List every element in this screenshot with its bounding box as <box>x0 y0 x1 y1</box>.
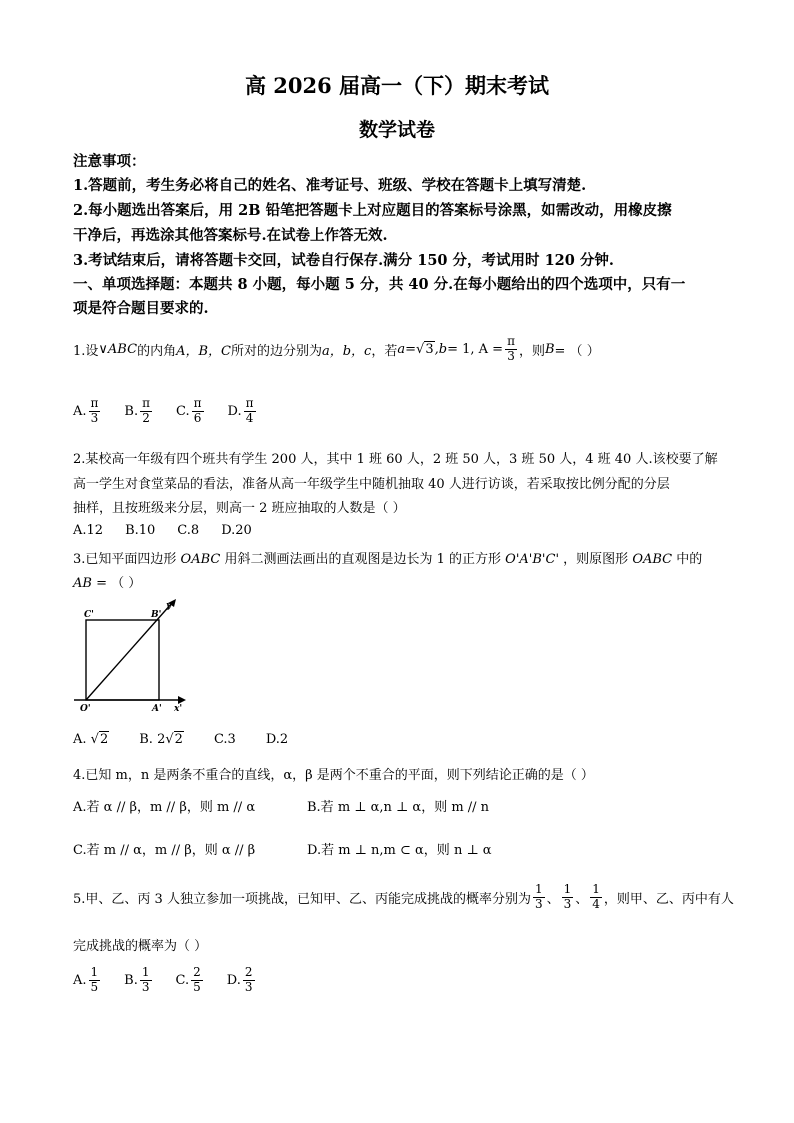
option-b[interactable]: B.10 <box>125 523 156 538</box>
option-b[interactable] <box>124 966 153 995</box>
q1-text: 的内角 <box>137 343 177 359</box>
q1-angle-fraction <box>505 335 517 364</box>
frac-num: 1 <box>563 882 572 896</box>
option-label: B. <box>124 972 138 988</box>
question-3-options <box>73 731 310 747</box>
frac-den: 4 <box>592 896 600 911</box>
frac-den: 3 <box>534 896 543 911</box>
option-fraction <box>244 397 256 426</box>
separator: 、 <box>575 891 589 907</box>
q3-text: 3.已知平面四边形 <box>73 552 177 567</box>
option-label: C. <box>176 403 190 419</box>
frac-num: π <box>142 396 150 410</box>
frac-den: 2 <box>142 410 150 425</box>
option-b[interactable] <box>124 397 154 426</box>
option-a[interactable]: A.12 <box>73 523 104 538</box>
frac-den: 3 <box>141 979 150 994</box>
option-fraction <box>89 966 101 995</box>
frac-num: π <box>90 396 99 410</box>
question-3-line-2 <box>73 572 141 591</box>
prob-fraction-3 <box>590 883 602 912</box>
note-item-2a: 2.每小题选出答案后，用 2B 铅笔把答题卡上对应题目的答案标号涂黑，如需改动，用橡皮擦 <box>73 202 672 219</box>
q1-eq: = <box>405 341 417 357</box>
section1-heading-b: 项是符合题目要求的. <box>73 300 209 317</box>
option-fraction <box>89 397 101 426</box>
label-y-prime: y' <box>166 601 174 611</box>
option-fraction <box>191 966 203 995</box>
question-5-line-1 <box>73 883 734 912</box>
q5-text: 5.甲、乙、丙 3 人独立参加一项挑战，已知甲、乙、丙能完成挑战的概率分别为 <box>73 891 531 907</box>
question-3-line-1 <box>73 548 702 567</box>
question-1-options <box>73 397 280 426</box>
option-fraction <box>243 966 255 995</box>
option-a[interactable] <box>73 966 102 995</box>
frac-num: π <box>193 396 202 410</box>
option-label: A. <box>73 731 87 747</box>
frac-num: 1 <box>592 882 600 896</box>
option-a[interactable] <box>73 397 102 426</box>
q1-var-B: B <box>544 341 555 357</box>
sqrt-symbol: √ <box>165 731 174 747</box>
option-c[interactable]: C.8 <box>177 523 200 538</box>
option-label: B. <box>139 731 153 747</box>
option-fraction <box>140 397 152 426</box>
q3-oabc: OABC <box>632 552 673 567</box>
q1-angles: A，B，C <box>176 343 231 359</box>
prob-fraction-1 <box>533 883 545 912</box>
option-d[interactable] <box>228 397 258 426</box>
q3-text: 中的 <box>676 552 703 567</box>
q1-text: 1.设 <box>73 343 99 359</box>
option-fraction <box>140 966 152 995</box>
frac-den: 4 <box>245 410 254 425</box>
frac-den: 5 <box>90 979 99 994</box>
q1-text: ，若 <box>371 343 398 359</box>
frac-den: 3 <box>507 348 515 363</box>
q1-answer-paren: = （ ） <box>554 343 600 359</box>
question-2-line-2: 高一学生对食堂菜品的看法，准备从高一年级学生中随机抽取 40 人进行访谈，若采取按比例分配的分层 <box>73 477 670 492</box>
option-d[interactable]: D.2 <box>265 731 289 747</box>
coefficient: 2 <box>157 731 166 747</box>
question-2-line-3: 抽样，且按班级来分层，则高一 2 班应抽取的人数是（ ） <box>73 501 406 516</box>
option-label: D. <box>226 972 241 988</box>
option-d[interactable]: D.20 <box>221 523 252 538</box>
frac-den: 5 <box>193 979 201 994</box>
frac-den: 6 <box>193 410 202 425</box>
q1-var-b: ,b <box>434 341 448 357</box>
question-4-option-c[interactable]: C.若 m // α，m // β，则 α // β <box>73 843 256 858</box>
q1-var-a: a <box>397 341 406 357</box>
separator: 、 <box>546 891 560 907</box>
question-5-line-2: 完成挑战的概率为（ ） <box>73 939 208 954</box>
q3-text: 用斜二测画法画出的直观图是边长为 1 的正方形 <box>224 552 502 567</box>
q1-radicand: 3 <box>425 342 434 358</box>
question-4-option-d[interactable]: D.若 m ⊥ n,m ⊂ α，则 n ⊥ α <box>307 843 492 858</box>
question-5-options <box>73 966 279 995</box>
q1-sides: a，b，c <box>321 343 372 359</box>
option-c[interactable] <box>176 966 205 995</box>
radicand: 2 <box>174 732 183 747</box>
frac-num: π <box>507 334 515 348</box>
q3-oabc: OABC <box>180 552 221 567</box>
option-label: C. <box>175 972 190 988</box>
question-2-line-1: 2.某校高一年级有四个班共有学生 200 人，其中 1 班 60 人，2 班 50 人，3 班 50 人，4 班 40 人.该校要了解 <box>73 452 718 467</box>
q3-ab: AB <box>73 576 92 591</box>
radicand: 2 <box>99 732 109 747</box>
triangle-symbol: ∨ <box>98 341 108 357</box>
label-x-prime: x' <box>174 704 183 713</box>
prob-fraction-2 <box>562 883 574 912</box>
option-c[interactable] <box>176 397 206 426</box>
question-4-option-b[interactable]: B.若 m ⊥ α,n ⊥ α，则 m // n <box>307 800 490 815</box>
note-item-2b: 干净后，再选涂其他答案标号.在试卷上作答无效. <box>73 227 388 244</box>
frac-den: 3 <box>90 410 99 425</box>
label-o-prime: O' <box>80 704 91 713</box>
question-1-stem <box>73 335 600 364</box>
exam-title: 高 2026 届高一（下）期末考试 <box>244 73 550 98</box>
question-2-options <box>73 523 274 538</box>
note-item-1: 1.答题前，考生务必将自己的姓名、准考证号、班级、学校在答题卡上填写清楚. <box>73 177 587 194</box>
q3-answer-paren: = （ ） <box>96 576 142 591</box>
q1-text: 所对的边分别为 <box>230 343 322 359</box>
option-label: B. <box>124 403 139 419</box>
label-a-prime: A' <box>152 704 162 713</box>
q1-text: ，则 <box>518 343 545 359</box>
option-fraction <box>192 397 204 426</box>
oblique-projection-figure <box>70 598 190 713</box>
frac-num: 1 <box>534 882 543 896</box>
question-4-stem: 4.已知 m，n 是两条不重合的直线，α，β 是两个不重合的平面，则下列结论正确的是（ ） <box>73 768 594 783</box>
option-label: A. <box>73 972 87 988</box>
notes-heading: 注意事项： <box>73 153 146 170</box>
q3-square: O'A'B'C' <box>505 552 560 567</box>
frac-num: 1 <box>90 965 99 979</box>
frac-num: 1 <box>141 965 150 979</box>
label-b-prime: B' <box>151 610 162 620</box>
q1-eq: = 1, A = <box>447 341 504 357</box>
option-c[interactable]: C.3 <box>213 731 236 747</box>
q5-text: ，则甲、乙、丙中有人 <box>603 891 734 907</box>
question-4-option-a[interactable]: A.若 α // β，m // β，则 m // α <box>73 800 256 815</box>
option-d[interactable] <box>227 966 257 995</box>
option-b[interactable] <box>139 731 184 747</box>
frac-num: π <box>245 396 254 410</box>
frac-den: 3 <box>244 979 253 994</box>
q1-abc: ABC <box>107 341 138 357</box>
sqrt-symbol: √ <box>90 731 99 747</box>
x-axis-arrow <box>178 696 186 704</box>
option-label: A. <box>73 403 87 419</box>
frac-num: 2 <box>244 965 253 979</box>
sqrt-symbol: √ <box>416 341 425 357</box>
q3-text: ，则原图形 <box>563 552 629 567</box>
label-c-prime: C' <box>84 610 94 620</box>
option-label: D. <box>227 403 242 419</box>
exam-subtitle: 数学试卷 <box>358 119 435 141</box>
section1-heading-a: 一、单项选择题：本题共 8 小题，每小题 5 分，共 40 分.在每小题给出的四个选项中，只有一 <box>73 276 686 293</box>
frac-num: 2 <box>193 965 201 979</box>
note-item-3: 3.考试结束后，请将答题卡交回，试卷自行保存.满分 150 分，考试用时 120 分钟. <box>73 252 614 269</box>
option-a[interactable] <box>73 731 109 747</box>
frac-den: 3 <box>563 896 572 911</box>
